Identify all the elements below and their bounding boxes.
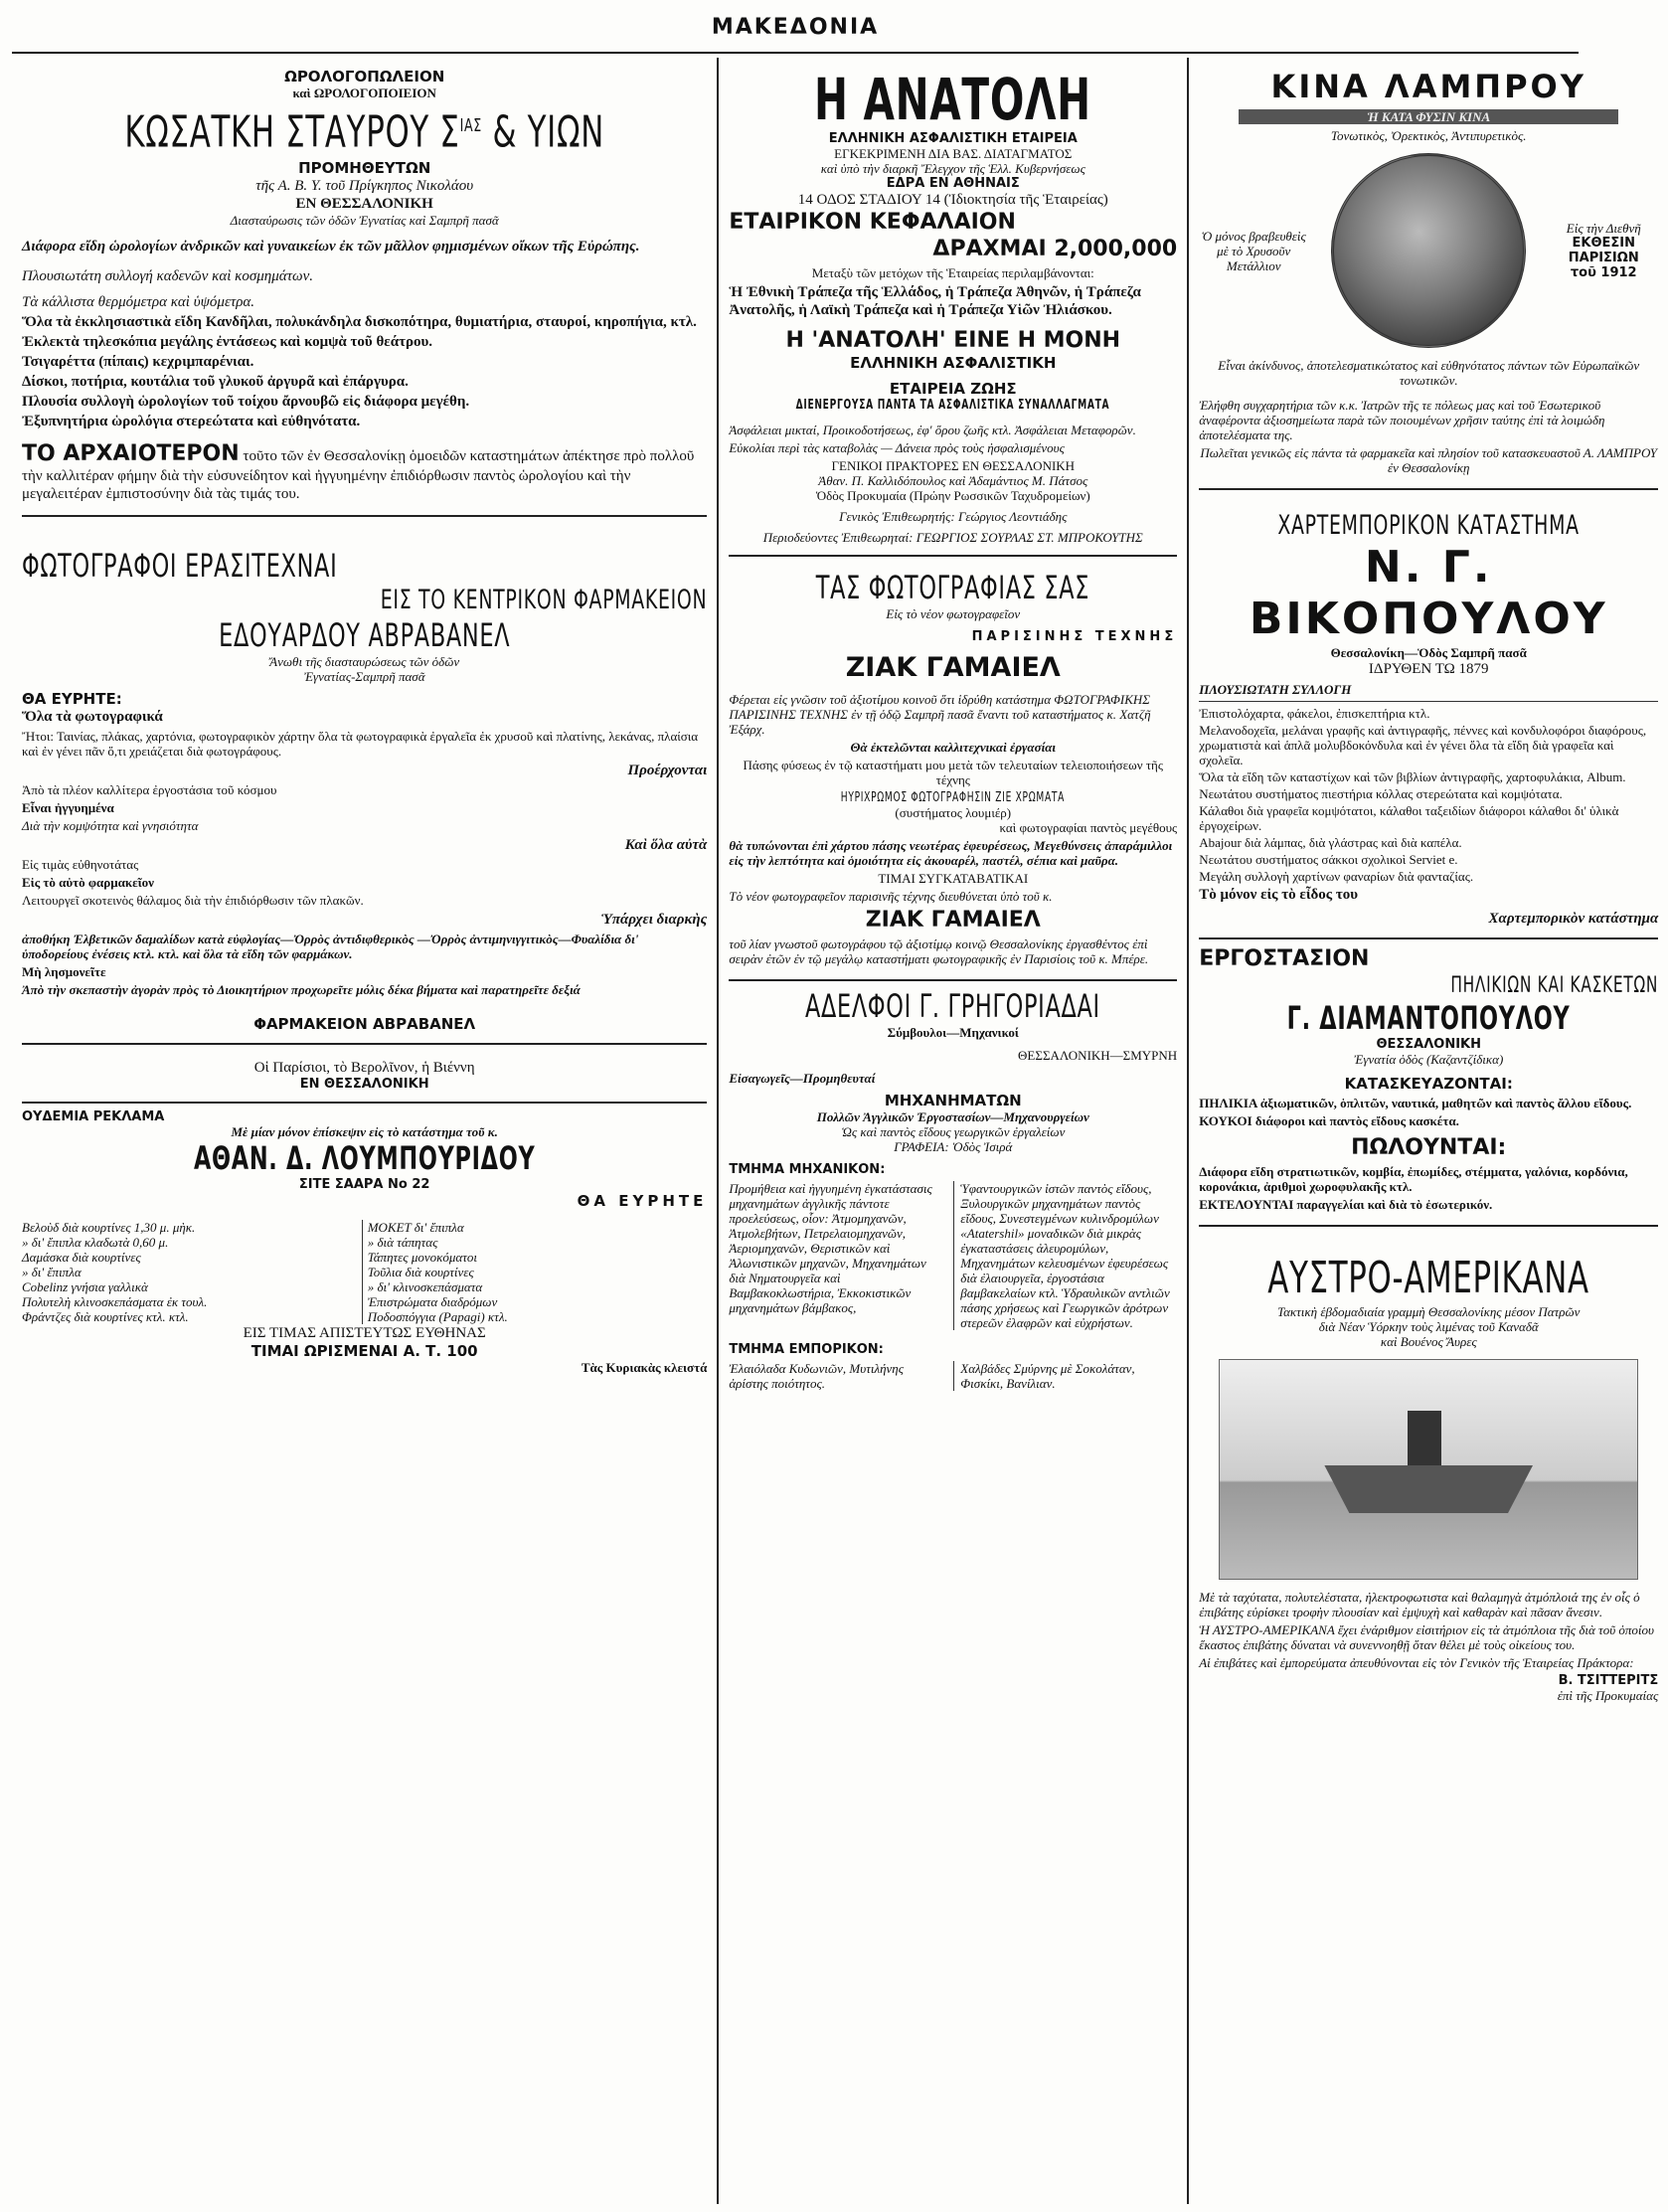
ad-line: ΗΥΡΙΧΡΩΜΟΣ ΦΩΤΟΓΡΑΦΗΣΙΝ ΖΙΕ ΧΡΩΜΑΤΑ: [841, 790, 1066, 805]
ad-line: Πολλῶν Ἀγγλικῶν Ἐργοστασίων—Μηχανουργείων: [816, 1109, 1089, 1124]
ad-line: Διασταύρωσις τῶν ὁδῶν Ἐγνατίας καὶ Σαμπρῆ πασᾶ: [230, 212, 499, 228]
column-1: [12, 58, 717, 2204]
ad-footer: ΦΑΡΜΑΚΕΙΟΝ ΑΒΡΑΒΑΝΕΛ: [253, 1014, 476, 1033]
ad-paragraph: Εἶναι ἀκίνδυνος, ἀποτελεσματικώτατος καὶ εὐθηνότατος πάντων τῶν Εὐρωπαϊκῶν τονωτικῶν.: [1218, 358, 1640, 388]
ad-line: ΤΙΜΑΙ ΩΡΙΣΜΕΝΑΙ Α. Τ. 100: [250, 1341, 478, 1360]
ad-heading: ΩΡΟΛΟΓΟΠΩΛΕΙΟΝ: [284, 68, 445, 85]
list-right: Ὑφαντουργικῶν ἰστῶν παντὸς εἴδους, Ξυλουργικῶν μηχανημάτων παντὸς εἴδους, Συνεστεγμένων κυλινδρομύλων «Atatershil» μοναδικῶν διὰ μικρὰς ἐγκαταστάσεις ἀλευρομύλων, Μηχανημάτων κελευσμένων ἐφευρέσεως διὰ ἐλαιουργεῖα, ἐργοστάσια βαμβακελαίων κτλ. Ὑδραυλικῶν αντλιῶν πάσης χρήσεως καὶ Γεωργικῶν ἀρότρων στερεῶν ἐλαφρῶν καὶ εὐχρήστων.: [953, 1181, 1177, 1330]
ad-line: ΕΝ ΘΕΣΣΑΛΟΝΙΚΗ: [295, 195, 433, 212]
list-item: Δαμάσκα διὰ κουρτίνες: [22, 1249, 141, 1265]
list-item: » διὰ τάπητας: [367, 1234, 438, 1250]
section-heading: ΤΜΗΜΑ ΜΗΧΑΝΙΚΟΝ:: [729, 1162, 886, 1177]
ad-line: διὰ Νέαν Ὑόρκην τοὺς λιμένας τοῦ Καναδᾶ: [1318, 1319, 1539, 1334]
ad-line: (συστήματος λουμιέρ): [895, 805, 1012, 820]
steamship-illustration: [1219, 1359, 1638, 1580]
ad-title: ΕΙΣ ΤΟ ΚΕΝΤΡΙΚΟΝ ΦΑΡΜΑΚΕΙΟΝ: [380, 584, 708, 615]
ad-line: Ὁ μόνος βραβευθεὶς μὲ τὸ Χρυσοῦν Μετάλλιον: [1201, 228, 1306, 273]
ad-line: Ὑπάρχει διαρκὴς: [600, 911, 708, 928]
ad-line: ΕΤΑΙΡΙΚΟΝ ΚΕΦΑΛΑΙΟΝ: [729, 210, 1016, 235]
ad-paragraph: Διάφορα εἴδη στρατιωτικῶν, κομβία, ἐπωμίδες, στέμματα, γαλόνια, κορδόνια, κορονάκια, ἀριθμοὶ χωροφυλακῆς κτλ.: [1199, 1164, 1628, 1194]
ad-line: ΤΙΜΑΙ ΣΥΓΚΑΤΑΒΑΤΙΚΑΙ: [878, 871, 1029, 886]
list-item: ΜΟΚΕΤ δι' ἔπιπλα: [367, 1219, 464, 1235]
ad-title: ΚΙΝΑ ΛΑΜΠΡΟΥ: [1270, 68, 1586, 105]
two-column-list: [729, 1181, 1177, 1330]
ad-paragraph: Φέρεται εἰς γνῶσιν τοῦ ἀξιοτίμου κοινοῦ ὅτι ἱδρύθη κατάστημα ΦΩΤΟΓΡΑΦΙΚΗΣ ΠΑΡΙΣΙΝΗΣ ΤΕΧΝΗΣ ἐν τῇ ὁδῷ Σαμπρῆ πασᾶ ἔναντι τοῦ καταστήματος κ. Χατζῆ Ἐξάρχ.: [729, 692, 1151, 737]
grigoriadai-ad: [729, 981, 1177, 1401]
list-item: Μεγάλη συλλογὴ χαρτίνων φαναρίων διὰ φανταζίας.: [1199, 869, 1474, 884]
ad-line: τῆς Α. Β. Υ. τοῦ Πρίγκηπος Νικολάου: [255, 177, 474, 194]
ad-paragraph: Ἡ Ἐθνικὴ Τράπεζα τῆς Ἑλλάδος, ἡ Τράπεζα Ἀθηνῶν, ἡ Τράπεζα Ἀνατολῆς, ἡ Λαϊκὴ Τράπεζα καὶ ἡ Τράπεζα Υἱῶν Ἠλιάσκου.: [729, 284, 1141, 318]
ad-line: Ἐγνατίας-Σαμπρῆ πασᾶ: [303, 668, 425, 684]
ship-hull-icon: [1324, 1465, 1533, 1513]
column-2: [717, 58, 1187, 2204]
list-item: » δι' ἔπιπλα κλαδωτὰ 0,60 μ.: [22, 1234, 169, 1250]
anatoli-insurance-ad: [729, 62, 1177, 557]
list-item: Πολυτελὴ κλινοσκεπάσματα ἐκ τουλ.: [22, 1293, 208, 1309]
ad-paragraph: Ὅλα τὰ ἐκκλησιαστικὰ εἴδη Κανδῆλαι, πολυκάνδηλα δισκοπότηρα, θυμιατήρια, σταυροί, κηροπήγια, κτλ.: [22, 313, 697, 330]
loumpouridis-ad: [22, 1104, 707, 1385]
ad-line: καὶ φωτογραφίαι παντὸς μεγέθους: [999, 820, 1178, 835]
ad-paragraph: Διάφορα εἴδη ὡρολογίων ἀνδρικῶν καὶ γυναικείων ἐκ τῶν μᾶλλον φημισμένων οἴκων τῆς Εὐρώπης.: [22, 238, 640, 255]
ad-title: ΖΙΑΚ ΓΑΜΑΙΕΛ: [865, 908, 1041, 933]
ad-line: ΕΝ ΘΕΣΣΑΛΟΝΙΚΗ: [299, 1076, 429, 1092]
ad-paragraph: ΤΟ ΑΡΧΑΙΟΤΕΡΟΝ τοῦτο τῶν ἐν Θεσσαλονίκῃ ὁμοειδῶν καταστημάτων ἀπέκτησε πρὸ πολλοῦ τὴν καλλιτέραν φήμην διὰ τὴν εὐσυνείδητον καὶ ἠγγυημένην ἐπιδιόρθωσιν παντὸς ὡρολογίου καὶ τὴν μεγαλειτέραν ἐμπιστοσύνην διὰ τὰς τιμάς του.: [22, 440, 695, 502]
ad-line: Μὲ μίαν μόνον ἐπίσκεψιν εἰς τὸ κατάστημα τοῦ κ.: [231, 1123, 498, 1139]
list-item: » δι' ἔπιπλα: [22, 1264, 82, 1279]
ad-line: ΘΑ ΕΥΡΗΤΕ:: [22, 689, 122, 708]
stationery-ad: [1199, 490, 1658, 939]
list-left: Ἐλαιόλαδα Κυδωνιῶν, Μυτιλήνης ἀρίστης ποιότητος.: [729, 1361, 905, 1391]
ad-line: Ἀθαν. Π. Καλλιδόπουλος καὶ Ἀδαμάντιος Μ. Πάτσος: [818, 473, 1088, 488]
ad-line: 14 ΟΔΟΣ ΣΤΑΔΙΟΥ 14 (Ἰδιοκτησία τῆς Ἑταιρείας): [797, 192, 1108, 208]
ad-paragraph: Πλουσία συλλογὴ ὡρολογίων τοῦ τοίχου ἄρνουβῶ εἰς διάφορα μεγέθη.: [22, 393, 470, 410]
list-item: Cobelinz γνήσια γαλλικὰ: [22, 1278, 148, 1294]
ad-line: Καὶ ὅλα αὐτὰ: [624, 836, 708, 853]
ad-line: Χαρτεμπορικὸν κατάστημα: [1488, 911, 1659, 927]
ad-line: ΕΓΚΕΚΡΙΜΕΝΗ ΔΙΑ ΒΑΣ. ΔΙΑΤΑΓΜΑΤΟΣ: [834, 146, 1073, 161]
ad-line: ΠΑΡΙΣΙΝΗΣ ΤΕΧΝΗΣ: [971, 629, 1178, 644]
ad-line: ΘΕΣΣΑΛΟΝΙΚΗ: [1376, 1037, 1481, 1052]
ad-line: Γενικὸς Ἐπιθεωρητής: Γεώργιος Λεοντιάδης: [839, 509, 1068, 524]
ad-title: Ν. Γ. ΒΙΚΟΠΟΥΛΟΥ: [1249, 542, 1608, 644]
ad-title: ΑΥΣΤΡΟ-ΑΜΕΡΙΚΑΝΑ: [1267, 1253, 1589, 1303]
ad-line: ΓΕΝΙΚΟΙ ΠΡΑΚΤΟΡΕΣ ΕΝ ΘΕΣΣΑΛΟΝΙΚΗ: [831, 458, 1076, 473]
gold-medal-icon: [1331, 153, 1526, 348]
ad-paragraph: Τσιγαρέττα (πίπαις) κεχριμπαρένιαι.: [22, 353, 254, 370]
ad-paragraph: Δίσκοι, ποτήρια, κουτάλια τοῦ γλυκοῦ ἀργυρᾶ καὶ ἐπάργυρα.: [22, 373, 409, 390]
ad-paragraph: Ἡ ΑΥΣΤΡΟ-ΑΜΕΡΙΚΑΝΑ ἔχει ἐνάριθμον εἰσιτήριον εἰς τὰ ἀτμόπλοια τῆς διὰ τοῦ ὁποίου ἕκαστος ἐπιβάτης δύναται νὰ συνεννοηθῇ ὅταν θέλει μὲ τοὺς οἰκείους του.: [1199, 1622, 1655, 1652]
section-heading: ΤΜΗΜΑ ΕΜΠΟΡΙΚΟΝ:: [729, 1342, 884, 1357]
ad-title: Η ΑΝΑΤΟΛΗ: [814, 66, 1092, 133]
ad-line: καὶ ὑπὸ τὴν διαρκῆ Ἔλεγχον τῆς Ἑλλ. Κυβερνήσεως: [820, 161, 1085, 176]
pharmacy-photo-ad: [22, 517, 707, 1045]
ad-title: ΧΑΡΤΕΜΠΟΡΙΚΟΝ ΚΑΤΑΣΤΗΜΑ: [1277, 510, 1580, 541]
ad-paragraph: ΚΟΥΚΟΙ διάφοροι καὶ παντὸς εἴδους κασκέτα.: [1199, 1113, 1459, 1128]
ad-paragraph: Εἰς τιμὰς εὐθηνοτάτας: [22, 856, 139, 872]
ad-line: ΓΡΑΦΕΙΑ: Ὁδὸς Ἰσιρά: [894, 1139, 1013, 1154]
ad-paragraph: Ἀσφάλειαι μικταί, Προικοδοτήσεως, ἐφ' ὅρου ζωῆς κτλ. Ἀσφάλειαι Μεταφορῶν.: [729, 423, 1136, 437]
ad-title: ΤΑΣ ΦΩΤΟΓΡΑΦΙΑΣ ΣΑΣ: [816, 569, 1090, 606]
list-item: Κάλαθοι διὰ γραφεῖα κομψότατοι, κάλαθοι ταξειδίων διάφοροι κάλαθοι δι' ὑλικὰ ἐργοχείρων.: [1199, 803, 1619, 833]
ad-title: ΑΘΑΝ. Δ. ΛΟΥΜΠΟΥΡΙΔΟΥ: [193, 1138, 536, 1177]
ad-paragraph: Εἰς τὸ αὐτὸ φαρμακεῖον: [22, 874, 154, 890]
list-right: Χαλβάδες Σμύρνης μὲ Σοκολάταν, Φισκίκι, Βανίλιαν.: [953, 1361, 1177, 1391]
ad-paragraph: Αἱ ἐπιβάτες καὶ ἐμπορεύματα ἀπευθύνονται εἰς τὸν Γενικὸν τῆς Ἑταιρείας Πράκτορα:: [1199, 1655, 1634, 1670]
ad-line: ΕΤΑΙΡΕΙΑ ΖΩΗΣ: [889, 380, 1017, 398]
ad-title: ΖΙΑΚ ΓΑΜΑΙΕΛ: [845, 652, 1061, 683]
price-list-right: [362, 1220, 708, 1324]
ad-paragraph: Ἐκλεκτὰ τηλεσκόπια μεγάλης ἐντάσεως καὶ κομψὰ τοῦ θεάτρου.: [22, 333, 433, 350]
two-column-list: [729, 1361, 1177, 1391]
ad-line: ΕΙΣ ΤΙΜΑΣ ΑΠΙΣΤΕΥΤΩΣ ΕΥΘΗΝΑΣ: [243, 1324, 486, 1341]
ad-line: Σύμβουλοι—Μηχανικοί: [887, 1025, 1019, 1040]
ad-paragraph: Ἤτοι: Ταινίας, πλάκας, χαρτόνια, φωτογραφικὸν χάρτην ὅλα τὰ φωτογραφικὰ ἐργαλεῖα ἐκ χρυσοῦ καὶ πλατίνης, λεκάνας, πλαίσια καὶ ἐν γένει πᾶν ὅ,τι χρειάζεται διὰ φωτογράφους.: [22, 728, 699, 759]
ad-paragraph: Πλουσιωτάτη συλλογή καδενῶν καὶ κοσμημάτων.: [22, 267, 313, 284]
ad-line: Περιοδεύοντες Ἐπιθεωρηταί: ΓΕΩΡΓΙΟΣ ΣΟΥΡΛΑΣ ΣΤ. ΜΠΡΟΚΟΥΤΗΣ: [762, 530, 1143, 545]
kina-lamprou-ad: [1199, 62, 1658, 490]
ad-title: ΦΩΤΟΓΡΑΦΟΙ ΕΡΑΣΙΤΕΧΝΑΙ: [22, 546, 338, 585]
ad-line: Τὸ μόνον εἰς τὸ εἶδος του: [1199, 887, 1359, 903]
ad-paragraph: ΠΗΛΙΚΙΑ ἀξιωματικῶν, ὁπλιτῶν, ναυτικά, μαθητῶν καὶ παντὸς ἄλλου εἴδους.: [1199, 1096, 1632, 1110]
ad-paragraph: Μεταξὺ τῶν μετόχων τῆς Ἑταιρείας περιλαμβάνονται:: [811, 265, 1094, 280]
ad-line: ΕΛΛΗΝΙΚΗ ΑΣΦΑΛΙΣΤΙΚΗ: [850, 354, 1057, 372]
ad-line: Ἄνωθι τῆς διασταυρώσεως τῶν ὁδῶν: [269, 653, 460, 669]
ad-paragraph: Ἐλήφθη συγχαρητήρια τῶν κ.κ. Ἰατρῶν τῆς τε πόλεως μας καὶ τοῦ Ἐσωτερικοῦ ἀναφέροντα ἀξιοσημείωτα παρὰ τῶν ποιουμένων χρῆσιν ταύτης ἐπὶ τὰ λοιμώδη ἀποτελέσματα της.: [1199, 398, 1605, 442]
list-item: Ἐπιστρώματα διαδρόμων: [367, 1293, 498, 1309]
ad-paragraph: Τὸ νέον φωτογραφεῖον παρισινῆς τέχνης διευθύνεται ὑπὸ τοῦ κ.: [729, 889, 1053, 904]
list-item: Ἐπιστολόχαρτα, φάκελοι, ἐπισκεπτήρια κτλ.: [1199, 706, 1430, 721]
ad-paragraph: Μὲ τὰ ταχύτατα, πολυτελέστατα, ἠλεκτροφωτιστα καὶ θαλαμηγὰ ἀτμόπλοιά της ἐν οἷς ὁ ἐπιβάτης εὑρίσκει τροφὴν πλουσίαν καὶ ἐμψυχὴ καὶ καθαρὰν καὶ πᾶσαν ἄνεσιν.: [1199, 1590, 1640, 1619]
list-left: Προμήθεια καὶ ἠγγυημένη ἐγκατάστασις μηχανημάτων ἀγγλικῆς πάντοτε προελεύσεως, οἷον: Ἀτμομηχανῶν, Ἀτμολεβήτων, Πετρελαιομηχανῶν, Ἀεριομηχανῶν, Θεριστικῶν καὶ Ἀλωνιστικῶν μηχανῶν, Μηχανημάτων διὰ Νηματουργεῖα καὶ Βαμβακοκλωστήρια, Ἐκκοκιστικῶν μηχανημάτων βάμβακος,: [729, 1181, 932, 1315]
ad-line: ΠΩΛΟΥΝΤΑΙ:: [1351, 1135, 1507, 1160]
ship-funnel-icon: [1408, 1411, 1441, 1465]
list-item: Τοῦλια διὰ κουρτίνες: [367, 1264, 474, 1279]
list-item: Τάπητες μονοκόματοι: [367, 1249, 477, 1265]
ad-paragraph: θὰ τυπώνονται ἐπὶ χάρτου πάσης νεωτέρας ἐφευρέσεως, Μεγεθύνσεις ἀπαράμιλλοι εἰς τὴν λεπτότητα καὶ ὁμοιότητα εἰς ἀκουαρέλ, παστέλ, σέπια καὶ μαῦρα.: [729, 838, 1173, 868]
photo-studio-ad: [729, 557, 1177, 981]
ad-line: Εἰς τὸ νέον φωτογραφεῖον: [886, 606, 1021, 621]
ad-title: ΚΩΣΑΤΚΗ ΣΤΑΥΡΟΥ $\Sigma^{IA\Sigma}$ & ΥΙΩΝ: [124, 106, 604, 158]
ad-body: [22, 238, 707, 503]
ad-line: ΕΛΛΗΝΙΚΗ ΑΣΦΑΛΙΣΤΙΚΗ ΕΤΑΙΡΕΙΑ: [828, 131, 1078, 146]
ad-line: ΔΡΑΧΜΑΙ 2,000,000: [932, 237, 1178, 261]
ad-line: Εἰς τὴν Διεθνῆ ΕΚΘΕΣΙΝ ΠΑΡΙΣΙΩΝ τοῦ 1912: [1566, 221, 1641, 280]
ad-line: ΜΗΧΑΝΗΜΑΤΩΝ: [884, 1092, 1022, 1109]
ad-line: Οἱ Παρίσιοι, τὸ Βερολῖνον, ἡ Βιέννη: [253, 1059, 475, 1076]
ad-line: Προέρχονται: [627, 762, 708, 778]
ad-paragraph: ΕΚΤΕΛΟΥΝΤΑΙ παραγγελίαι καὶ διὰ τὸ ἐσωτερικόν.: [1199, 1197, 1493, 1212]
ad-paragraph: ἀποθήκη Ἐλβετικῶν δαμαλίδων κατὰ εὐφλογίας—Ὀρρὸς ἀντιδιφθερικὸς —Ὀρρὸς ἀντιμηνιγγιτικὸς—Φυαλίδια δι' ὑποδορείους ἐνέσεις κτλ. κτλ. καὶ ὅλα τὰ εἴδη τῶν φαρμάκων.: [22, 931, 639, 961]
ad-title: Γ. ΔΙΑΜΑΝΤΟΠΟΥΛΟΥ: [1286, 999, 1571, 1037]
list-item: Ὅλα τὰ εἴδη τῶν καταστίχων καὶ τῶν βιβλίων ἀντιγραφῆς, χαρτοφυλάκια, Album.: [1199, 769, 1626, 784]
list-item: Νεωτάτου συστήματος πιεστήρια κόλλας στερεώτατα καὶ κομψότατα.: [1199, 786, 1563, 801]
hat-factory-ad: [1199, 939, 1658, 1227]
list-item: Μελανοδοχεῖα, μελάναι γραφῆς καὶ ἀντιγραφῆς, πέννες καὶ κονδυλοφόροι διαφόρους, χρωματιστὰ καὶ ἁπλᾶ μολυβδοκόνδυλα καὶ ἐν γένει ὅλα τὰ εἴδη διὰ γραφεῖα καὶ σχολεῖα.: [1199, 723, 1647, 767]
ad-paragraph: τοῦ λίαν γνωστοῦ φωτογράφου τῷ ἀξιοτίμῳ κοινῷ Θεσσαλονίκης ἐργασθέντος ἐπὶ σειρὰν ἐτῶν ἐν τῷ μεγάλῳ καταστήματι φωτογραφικῆς ἐν Παρισίοις τοῦ κ. Μπέρε.: [729, 936, 1149, 966]
ad-line: Ὅλα τὰ φωτογραφικά: [22, 708, 163, 725]
price-list: [22, 1220, 707, 1324]
column-3: [1187, 58, 1668, 2204]
ad-paragraph: Ἀπὸ τὰ πλέον καλλίτερα ἐργοστάσια τοῦ κόσμου: [22, 781, 277, 797]
ad-line: ΕΔΡΑ ΕΝ ΑΘΗΝΑΙΣ: [886, 176, 1020, 191]
ad-paragraph: Ἐξυπνητήρια ὡρολόγια στερεώτατα καὶ εὐθηνότατα.: [22, 413, 361, 429]
ad-title: ΕΔΟΥΑΡΔΟΥ ΑΒΡΑΒΑΝΕΛ: [219, 615, 511, 654]
ad-paragraph: Πωλεῖται γενικῶς εἰς πάντα τὰ φαρμακεῖα καὶ πλησίον τοῦ κατασκευαστοῦ Α. ΛΑΜΠΡΟΥ ἐν Θεσσαλονίκῃ: [1200, 445, 1658, 475]
ad-line: Τὰς Κυριακὰς κλειστά: [581, 1359, 708, 1375]
list-item: Φράντζες διὰ κουρτίνες κτλ. κτλ.: [22, 1308, 189, 1324]
columns: [12, 58, 1659, 2204]
signature: Β. ΤΣΙΤΤΕΡΙΤΣ: [1558, 1673, 1659, 1688]
ad-paragraph: Τὰ κάλλιστα θερμόμετρα καὶ ὑψόμετρα.: [22, 293, 255, 310]
ad-subheading: ΠΡΟΜΗΘΕΥΤΩΝ: [298, 158, 431, 177]
price-list-left: [22, 1220, 362, 1324]
list-item: Abajour διὰ λάμπας, διὰ γλάστρας καὶ διὰ καπέλα.: [1199, 835, 1462, 850]
ad-line: ΘΕΣΣΑΛΟΝΙΚΗ—ΣΜΥΡΝΗ: [1018, 1048, 1178, 1063]
ad-line: Θεσσαλονίκη—Ὁδὸς Σαμπρῆ πασᾶ: [1330, 645, 1527, 660]
ad-line: Ἡ ΚΑΤΑ ΦΥΣΙΝ ΚΙΝΑ: [1239, 109, 1618, 124]
ad-line: Ἐγνατία ὁδὸς (Καζαντζίδικα): [1354, 1052, 1504, 1067]
ad-title: ΑΔΕΛΦΟΙ Γ. ΓΡΗΓΟΡΙΑΔΑΙ: [805, 987, 1101, 1025]
ad-line: Τονωτικὸς, Ὀρεκτικὸς, Ἀντιπυρετικὸς.: [1330, 128, 1527, 143]
list-item: Ποδοσπόγγια (Papagi) κτλ.: [367, 1308, 508, 1324]
ad-line: ΙΔΡΥΘΕΝ ΤΩ 1879: [1368, 661, 1489, 677]
ad-line: ΔΙΕΝΕΡΓΟΥΣΑ ΠΑΝΤΑ ΤΑ ΑΣΦΑΛΙΣΤΙΚΑ ΣΥΝΑΛΛΑΓΜΑΤΑ: [795, 398, 1110, 413]
ad-line: Η 'ΑΝΑΤΟΛΗ' ΕΙΝΕ Η ΜΟΝΗ: [785, 328, 1121, 353]
watchmaker-ad: [22, 62, 707, 517]
ad-paragraph: Διὰ τὴν κομψότητα καὶ γνησιότητα: [22, 817, 199, 833]
ad-paragraph: Εὐκολίαι περὶ τὰς καταβολὰς — Δάνεια πρὸς τοὺς ἠσφαλισμένους: [729, 440, 1065, 455]
list-item: » δι' κλινοσκεπάσματα: [367, 1278, 483, 1294]
ad-line: ΠΛΟΥΣΙΩΤΑΤΗ ΣΥΛΛΟΓΗ: [1199, 682, 1352, 697]
ad-paragraph: Πάσης φύσεως ἐν τῷ καταστήματι μου μετὰ τῶν τελευταίων τελειοποιήσεων τῆς τέχνης: [743, 758, 1163, 787]
ad-line: Ὁδὸς Προκυμαία (Πρώην Ρωσσικῶν Ταχυδρομείων): [815, 488, 1090, 503]
ad-line: Ὡς καὶ παντὸς εἴδους γεωργικῶν ἐργαλείων: [841, 1124, 1066, 1139]
ad-paragraph: Ἀπὸ τὴν σκεπαστὴν ἀγορὰν πρὸς τὸ Διοικητήριον πρoχωρεῖτε μόλις δέκα βήματα καὶ παρατηρεῖτε δεξιά: [22, 981, 581, 997]
ad-line: Εἰσαγωγεῖς—Προμηθευταί: [729, 1071, 876, 1086]
ad-line: ΘΑ ΕΥΡΗΤΕ: [577, 1191, 708, 1210]
ad-title: ΠΗΛΙΚΙΩΝ ΚΑΙ ΚΑΣΚΕΤΩΝ: [1450, 973, 1659, 998]
masthead: ΜΑΚΕΔΟΝΙΑ: [12, 0, 1579, 54]
ad-paragraph: Μὴ λησμονεῖτε: [22, 963, 106, 979]
ad-title: ΕΡΓΟΣΤΑΣΙΟΝ: [1199, 946, 1370, 971]
ad-line: Θὰ ἐκτελῶνται καλλιτεχνικαὶ ἐργασίαι: [850, 740, 1057, 755]
ad-paragraph: Λειτουργεῖ σκοτεινὸς θάλαμος διὰ τὴν ἐπιδιόρθωσιν τῶν πλακῶν.: [22, 892, 364, 908]
list-item: Νεωτάτου συστήματος σάκκοι σχολικοὶ Serviet e.: [1199, 852, 1458, 867]
ad-line: Τακτικὴ ἑβδομαδιαία γραμμὴ Θεσσαλονίκης μέσον Πατρῶν: [1277, 1304, 1581, 1319]
divider: [1199, 701, 1658, 702]
signature-line: ἐπὶ τῆς Προκυμαίας: [1557, 1688, 1659, 1703]
ad-heading: καὶ ΩΡΟΛΟΓΟΠΟΙΕΙΟΝ: [292, 85, 436, 100]
ad-line: ΚΑΤΑΣΚΕΥΑΖΟΝΤΑΙ:: [1344, 1075, 1513, 1093]
paris-ad: [22, 1045, 707, 1104]
ad-paragraph: Εἶναι ἠγγυημένα: [22, 799, 114, 815]
ad-line: καὶ Βουένος Ἄυρες: [1380, 1334, 1477, 1349]
austro-americana-ad: [1199, 1227, 1658, 1713]
medal-block: [1199, 153, 1658, 348]
item-list: [1199, 706, 1658, 884]
ad-line: ΣΙΤΕ ΣΑΑΡΑ Νο 22: [298, 1176, 430, 1192]
ad-heading: ΟΥΔΕΜΙΑ ΡΕΚΛΑΜΑ: [22, 1108, 165, 1124]
list-item: Βελοὺδ διὰ κουρτίνες 1,30 μ. μὴκ.: [22, 1219, 196, 1235]
